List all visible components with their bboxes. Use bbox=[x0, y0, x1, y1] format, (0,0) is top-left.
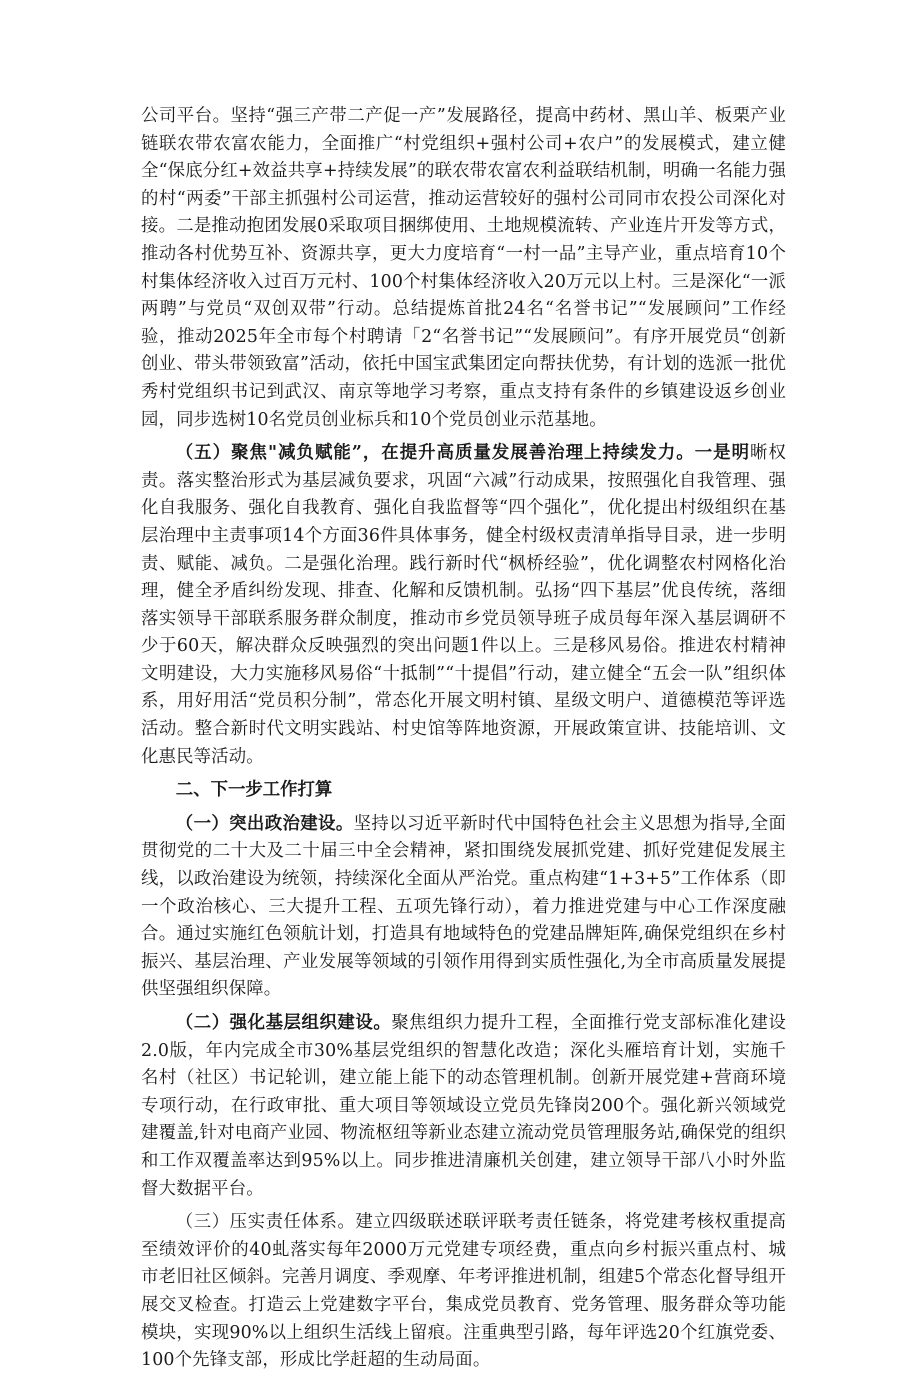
paragraph-text: 晰权责。落实整治形式为基层减负要求，巩固“六减”行动成果，按照强化自我管理、强化自我服务、强化自我教育、强化自我监督等“四个强化”，优化提出村级组织在基层治理中主责事项14个方面36件具体事务，健全村级权责清单指导目录，进一步明责、赋能、减负。二是强化治理。践行新时代“枫桥经验”，优化调整农村网格化治理，健全矛盾纠纷发现、排查、化解和反馈机制。弘扬“四下基层”优良传统，落细落实领导干部联系服务群众制度，推动市乡党员领导班子成员每年深入基层调研不少于60天，解决群众反映强烈的突出问题1件以上。三是移风易俗。推进农村精神文明建设，大力实施移风易俗“十抵制”“十提倡”行动，建立健全“五会一队”组织体系，用好用活“党员积分制”，常态化开展文明村镇、星级文明户、道德模范等评选活动。整合新时代文明实践站、村史馆等阵地资源，开展政策宣讲、技能培训、文化惠民等活动。 bbox=[141, 443, 786, 767]
paragraph-lead: （三）压实责任体系。 bbox=[175, 1212, 356, 1233]
paragraph-text: 聚焦组织力提升工程，全面推行党支部标准化建设2.0版，年内完成全市30%基层党组织的智慧化改造；深化头雁培育计划，实施千名村（社区）书记轮训，建立能上能下的动态管理机制。创新开展党建+营商环境专项行动，在行政审批、重大项目等领域设立党员先锋岗200个。强化新兴领域党建覆盖,针对电商产业园、物流枢纽等新业态建立流动党员管理服务站,确保党的组织和工作双覆盖率达到95%以上。同步推进清廉机关创建，建立领导干部八小时外监督大数据平台。 bbox=[141, 1013, 786, 1199]
document-page bbox=[141, 103, 786, 1375]
paragraph-strong-village-company bbox=[141, 103, 786, 434]
paragraph-text: 坚持以习近平新时代中国特色社会主义思想为指导,全面贯彻党的二十大及二十届三中全会精神，紧扣围绕发展抓党建、抓好党建促发展主线，以政治建设为统领，持续深化全面从严治党。重点构建“1+3+5”工作体系（即一个政治核心、三大提升工程、五项先锋行动），着力推进党建与中心工作深度融合。通过实施红色领航计划，打造具有地域特色的党建品牌矩阵,确保党组织在乡村振兴、基层治理、产业发展等领域的引领作用得到实质性强化,为全市高质量发展提供坚强组织保障。 bbox=[141, 813, 787, 1000]
paragraph-grassroots-organization bbox=[141, 1010, 786, 1203]
paragraph-lead: （五）聚焦"减负赋能”，在提升高质量发展善治理上持续发力。一是明 bbox=[175, 443, 751, 464]
paragraph-text: 公司平台。坚持“强三产带二产促一产”发展路径，提高中药材、黑山羊、板栗产业链联农带农富农能力，全面推广“村党组织+强村公司+农户”的发展模式，建立健全“保底分红+效益共享+持续发展”的联农带农富农利益联结机制，明确一名能力强的村“两委”干部主抓强村公司运营，推动运营较好的强村公司同市农投公司深化对接。二是推动抱团发展0采取项目捆绑使用、土地规模流转、产业连片开发等方式，推动各村优势互补、资源共享，更大力度培育“一村一品”主导产业，重点培育10个村集体经济收入过百万元村、100个村集体经济收入20万元以上村。三是深化“一派两聘”与党员“双创双带”行动。总结提炼首批24名“名誉书记”“发展顾问”工作经验，推动2025年全市每个村聘请「2“名誉书记”“发展顾问”。有序开展党员“创新创业、带头带领致富”活动，依托中国宝武集团定向帮扶优势，有计划的选派一批优秀村党组织书记到武汉、南京等地学习考察，重点支持有条件的乡镇建设返乡创业园，同步选树10名党员创业标兵和10个党员创业示范基地。 bbox=[141, 106, 786, 430]
paragraph-burden-reduction bbox=[141, 440, 786, 771]
section-heading-next-steps: 二、下一步工作打算 bbox=[175, 780, 333, 801]
paragraph-responsibility-system bbox=[141, 1209, 786, 1375]
paragraph-text: 建立四级联述联评联考责任链条，将党建考核权重提高至绩效评价的40虬落实每年2000万元党建专项经费，重点向乡村振兴重点村、城市老旧社区倾斜。完善月调度、季观摩、年考评推进机制，组建5个常态化督导组开展交叉检查。打造云上党建数字平台，集成党员教育、党务管理、服务群众等功能模块，实现90%以上组织生活线上留痕。注重典型引路，每年评选20个红旗党委、100个先锋支部，形成比学赶超的生动局面。 bbox=[141, 1212, 786, 1371]
paragraph-lead: （一）突出政治建设。 bbox=[175, 813, 354, 834]
paragraph-political-building bbox=[141, 811, 786, 1004]
paragraph-lead: （二）强化基层组织建设。 bbox=[175, 1013, 392, 1033]
